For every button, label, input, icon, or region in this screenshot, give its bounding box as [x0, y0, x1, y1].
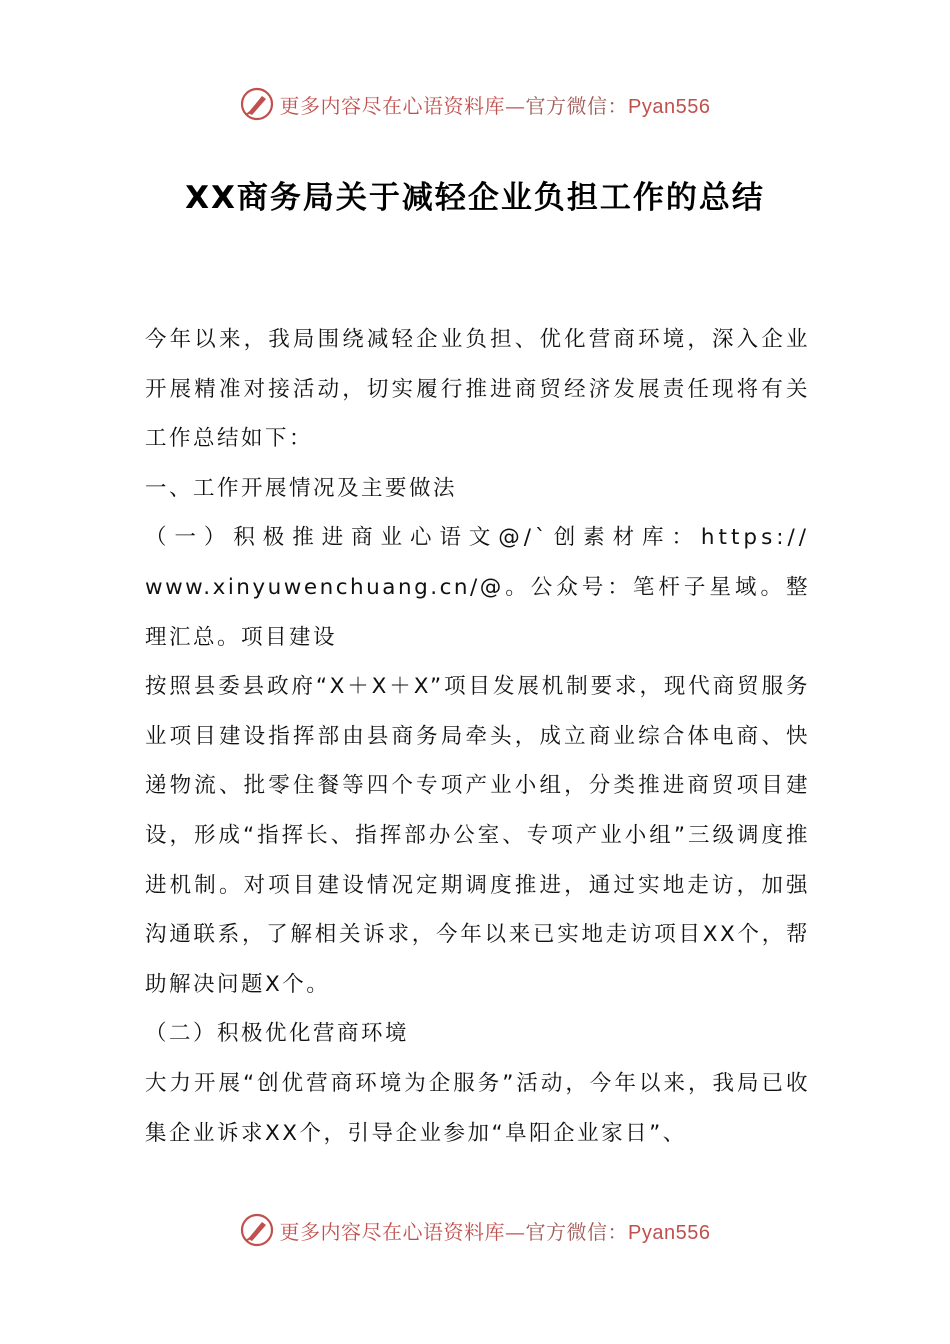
banner-slogan: 更多内容尽在心语资料库 [279, 1219, 506, 1244]
quill-pen-circle-icon [240, 1213, 274, 1247]
quill-pen-circle-icon [240, 87, 274, 121]
subsection-heading-line: www.xinyuwenchuang.cn/@。公众号：笔杆子星域。整理汇总。项目建设 [145, 574, 810, 650]
subsection-heading-line: （一）积极推进商业心语文@/`创素材库：https:// [145, 525, 810, 551]
header-banner [0, 84, 950, 124]
body-paragraph: 按照县委县政府“X＋X＋X”项目发展机制要求，现代商贸服务业项目建设指挥部由县商务局牵头，成立商业综合体电商、快递物流、批零住餐等四个专项产业小组，分类推进商贸项目建设，形成“指挥长、指挥部办公室、专项产业小组”三级调度推进机制。对项目建设情况定期调度推进，通过实地走访，加强沟通联系，了解相关诉求，今年以来已实地走访项目XX个，帮助解决问题X个。 [145, 674, 810, 997]
subsection-heading: （二）积极优化营商环境 [145, 1021, 410, 1047]
banner-wechat-label: 官方微信： [525, 1219, 629, 1244]
body-paragraph: 大力开展“创优营商环境为企服务”活动，今年以来，我局已收集企业诉求XX个，引导企业参加“阜阳企业家日”、 [145, 1070, 810, 1146]
banner-separator: — [505, 93, 526, 118]
intro-paragraph: 今年以来，我局围绕减轻企业负担、优化营商环境，深入企业开展精准对接活动，切实履行推进商贸经济发展责任现将有关工作总结如下： [145, 327, 810, 452]
document-title: XX商务局关于减轻企业负担工作的总结 [185, 180, 765, 216]
banner-wechat-id: Pyan556 [628, 95, 711, 118]
banner-slogan: 更多内容尽在心语资料库 [279, 93, 506, 118]
section-heading: 一、工作开展情况及主要做法 [145, 475, 458, 501]
header-banner-text [280, 90, 711, 119]
document-body [145, 315, 810, 1158]
banner-wechat-id: Pyan556 [628, 1221, 711, 1244]
banner-separator: — [505, 1219, 526, 1244]
banner-wechat-label: 官方微信： [525, 93, 629, 118]
footer-banner-text [280, 1216, 711, 1245]
footer-banner [0, 1210, 950, 1250]
